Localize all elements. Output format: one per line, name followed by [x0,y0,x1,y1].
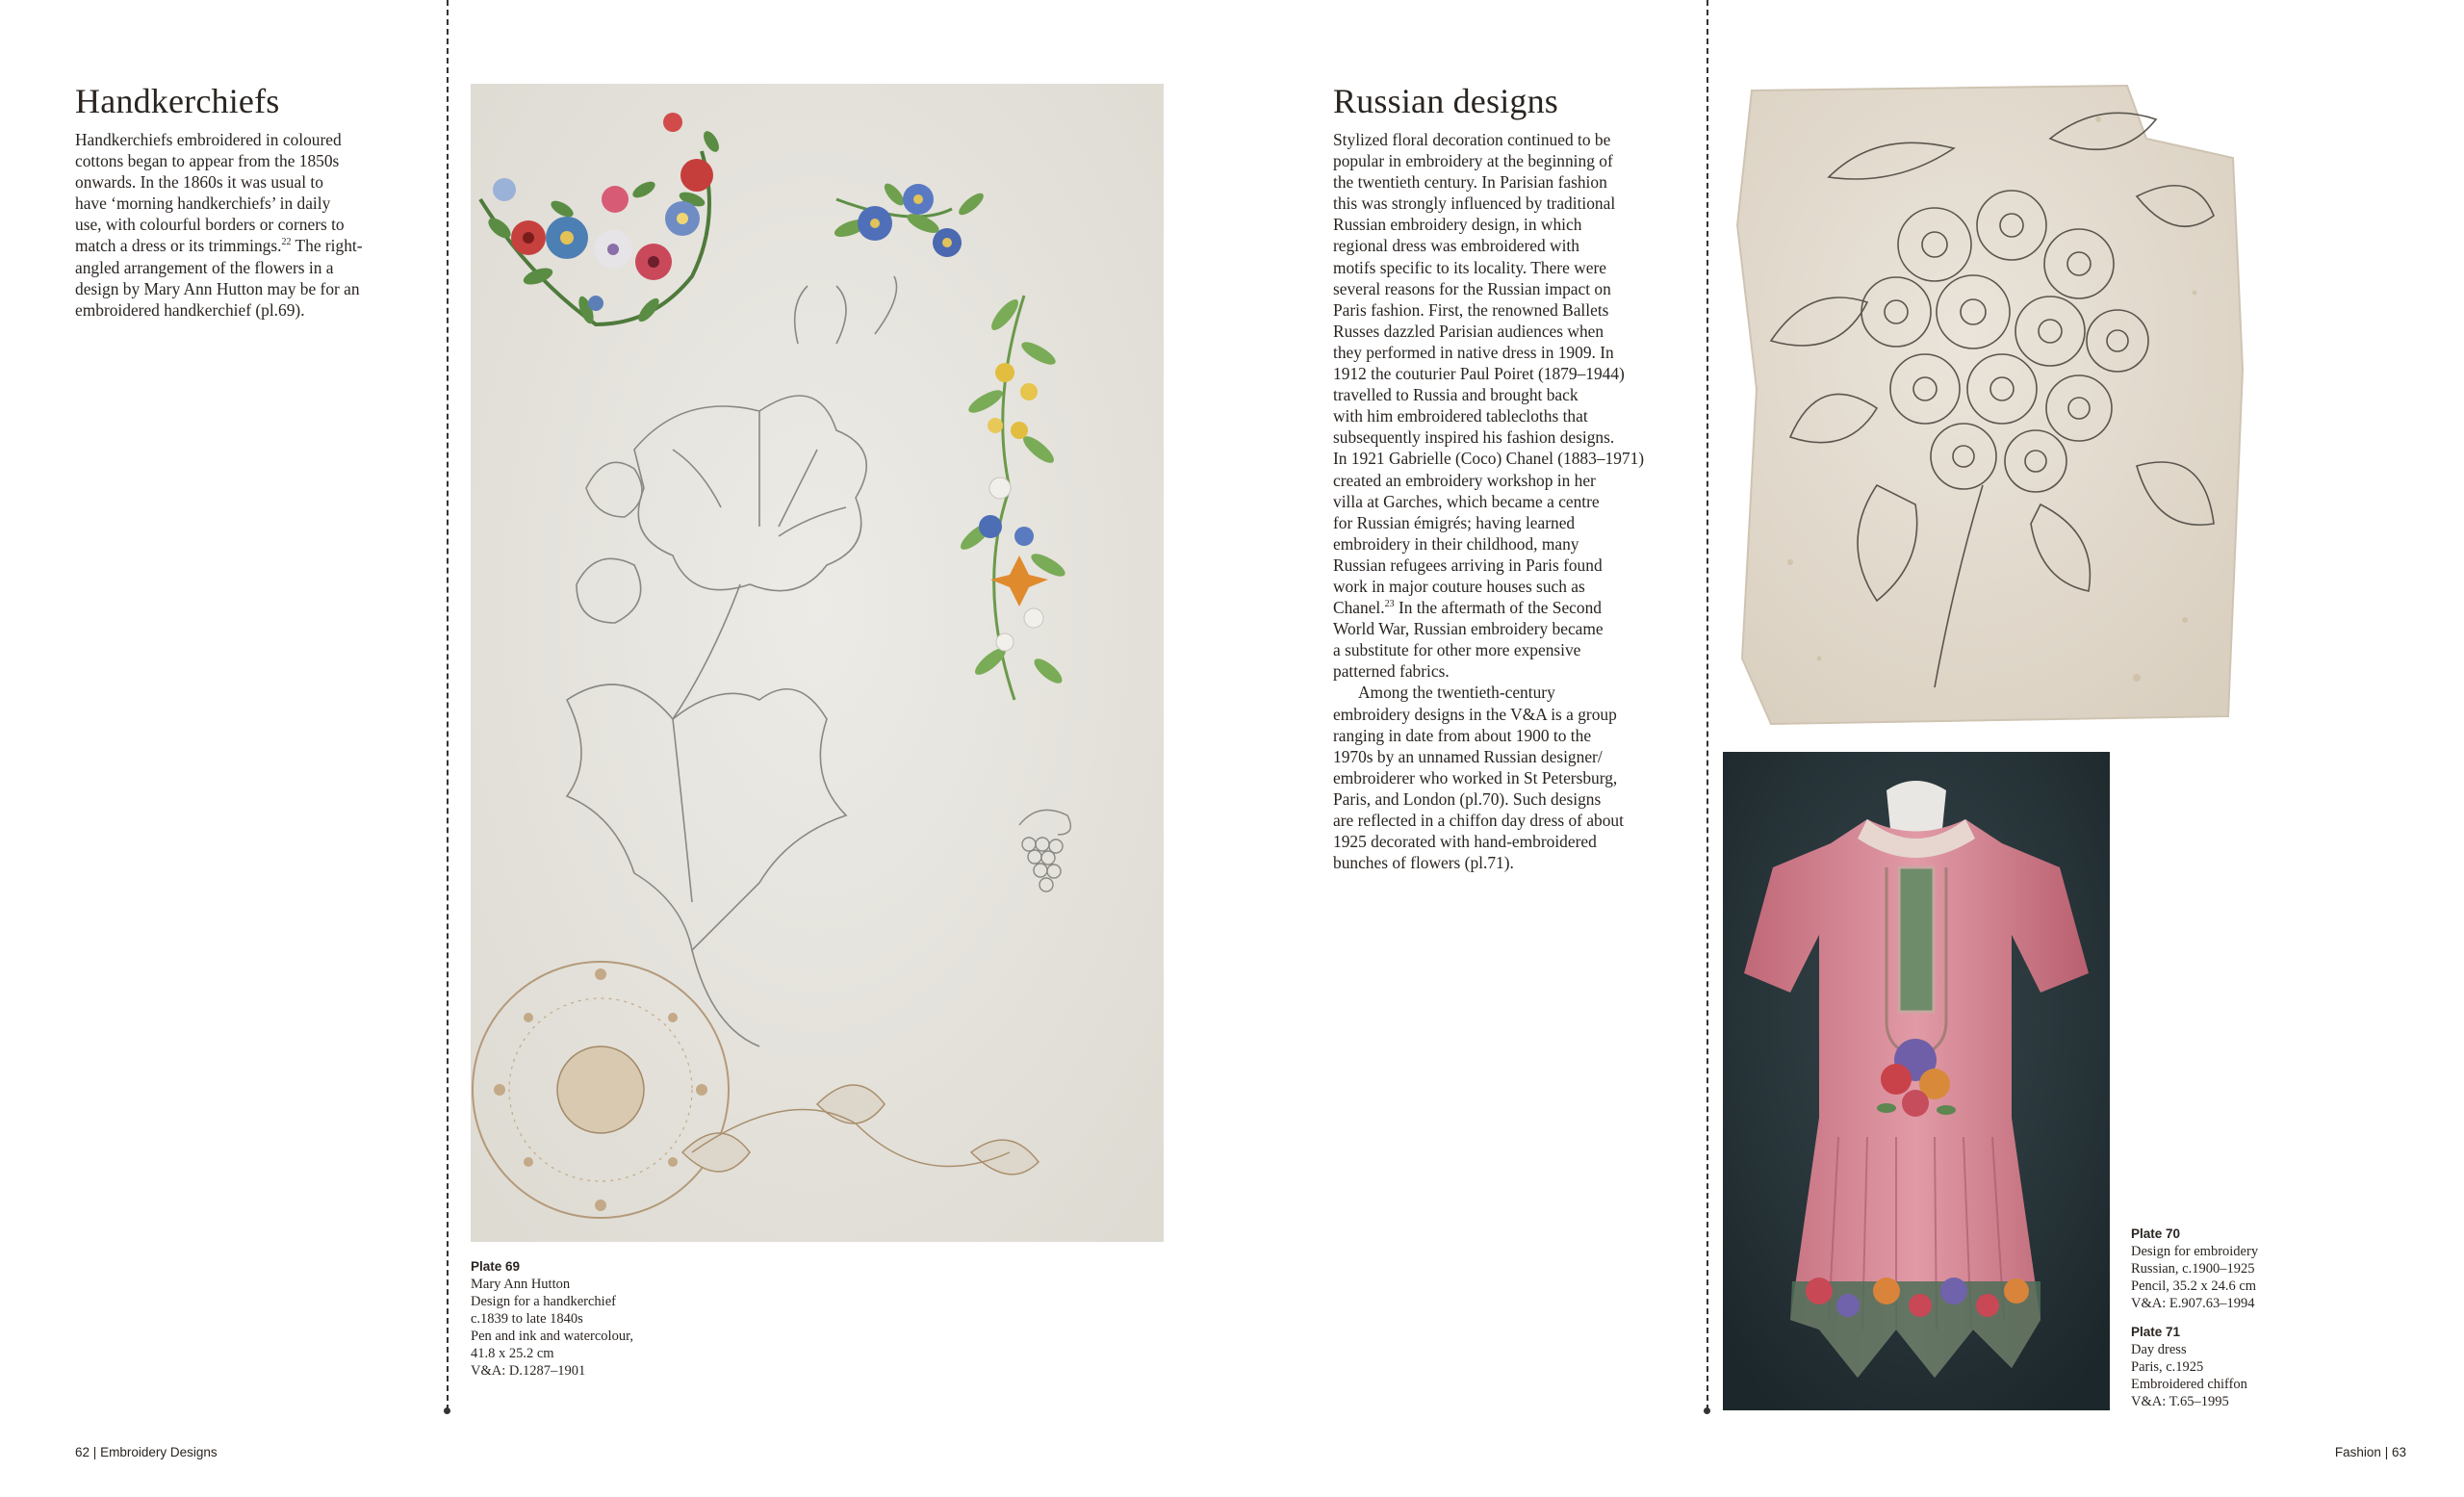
caption-line: Pencil, 35.2 x 24.6 cm [2131,1278,2257,1294]
running-title: Embroidery Designs [100,1445,218,1459]
russian-designs-heading: Russian designs [1333,82,1559,120]
body-line: bunches of flowers (pl.71). [1333,853,1514,873]
body-line: Paris fashion. First, the renowned Ballets [1333,299,1609,320]
plate-71-day-dress-image [1723,752,2110,1410]
body-line: angled arrangement of the flowers in a [75,257,334,277]
caption-line: V&A: T.65–1995 [2131,1394,2229,1409]
body-line: this was strongly influenced by traditional [1333,194,1616,214]
footnote-ref: 22 [281,237,292,248]
body-line: Paris, and London (pl.70). Such designs [1333,788,1602,809]
russian-designs-body [1333,129,1704,873]
body-line: have ‘morning handkerchiefs’ in daily [75,194,331,214]
body-line: Russian embroidery design, in which [1333,215,1582,235]
handkerchief-design-illustration [471,84,1164,1242]
body-line: World War, Russian embroidery became [1333,619,1604,639]
body-line: villa at Garches, which became a centre [1333,491,1600,511]
caption-gap [2131,1312,2420,1324]
body-line: cottons began to appear from the 1850s [75,151,340,171]
body-line: 1912 the couturier Paul Poiret (1879–1944) [1333,364,1625,384]
plate-label: Plate 70 [2131,1226,2181,1241]
body-line: the twentieth century. In Parisian fashion [1333,172,1607,193]
body-line: for Russian émigrés; having learned [1333,512,1576,532]
body-line: design by Mary Ann Hutton may be for an [75,278,360,298]
caption-line: Paris, c.1925 [2131,1359,2204,1375]
plate-label: Plate 71 [2131,1325,2181,1339]
caption-line: Pen and ink and watercolour, [471,1329,633,1344]
body-line-text: The right- [291,236,363,256]
body-line: ranging in date from about 1900 to the [1333,725,1592,745]
body-line: regional dress was embroidered with [1333,236,1579,256]
body-line-text: match a dress or its trimmings. [75,236,282,256]
body-line: travelled to Russia and brought back [1333,385,1578,405]
body-line: Handkerchiefs embroidered in coloured [75,130,342,149]
handkerchiefs-body [75,129,441,321]
body-line: a substitute for other more expensive [1333,640,1581,660]
body-line: several reasons for the Russian impact on [1333,278,1611,298]
body-line: embroidered handkerchief (pl.69). [75,299,305,320]
body-line: onwards. In the 1860s it was usual to [75,172,323,193]
body-line: work in major couture houses such as [1333,576,1585,596]
body-line: Stylized floral decoration continued to be [1333,130,1611,149]
footnote-ref: 23 [1384,599,1395,610]
body-line: 1925 decorated with hand-embroidered [1333,832,1597,852]
caption-line: c.1839 to late 1840s [471,1311,583,1327]
plate-70-caption [2131,1226,2420,1410]
plate-70-embroidery-design-image [1732,81,2252,726]
body-line: they performed in native dress in 1909. In [1333,342,1614,362]
pink-chiffon-dress-photo [1723,752,2110,1410]
caption-line: Day dress [2131,1342,2187,1357]
body-line: patterned fabrics. [1333,661,1450,682]
plate-label: Plate 69 [471,1259,521,1274]
caption-line: Design for a handkerchief [471,1294,616,1309]
running-title: Fashion [2334,1445,2381,1459]
body-line: embroidery in their childhood, many [1333,533,1579,554]
body-line [75,235,441,256]
body-line-text: In the aftermath of the Second [1394,598,1602,618]
pencil-bouquet-drawing [1732,81,2252,726]
folio-divider: | [92,1445,101,1459]
page-number: 63 [2391,1445,2406,1459]
body-line: use, with colourful borders or corners to [75,215,345,235]
caption-line: V&A: E.907.63–1994 [2131,1296,2255,1311]
body-line: created an embroidery workshop in her [1333,470,1596,490]
left-folio [75,1445,218,1459]
caption-line: Design for embroidery [2131,1244,2259,1259]
plate-69-handkerchief-design-image [471,84,1164,1242]
body-line: with him embroidered tablecloths that [1333,406,1588,426]
body-line [1333,597,1704,618]
body-line: popular in embroidery at the beginning of [1333,151,1613,171]
left-dashed-rule [447,0,449,1410]
page-number: 62 [75,1445,90,1459]
body-line: embroidery designs in the V&A is a group [1333,704,1617,724]
body-line: embroiderer who worked in St Petersburg, [1333,767,1618,787]
caption-line: Embroidered chiffon [2131,1377,2247,1392]
right-folio [2335,1445,2406,1459]
handkerchiefs-heading: Handkerchiefs [75,82,280,120]
caption-line: Mary Ann Hutton [471,1277,571,1292]
right-rule-end-dot [1704,1407,1710,1414]
folio-divider: | [2384,1445,2392,1459]
body-line: 1970s by an unnamed Russian designer/ [1333,746,1603,766]
body-line: Russian refugees arriving in Paris found [1333,555,1603,575]
body-line: are reflected in a chiffon day dress of about [1333,811,1624,830]
left-rule-end-dot [444,1407,450,1414]
body-line: Russes dazzled Parisian audiences when [1333,321,1604,341]
body-line: motifs specific to its locality. There were [1333,257,1606,277]
plate-69-caption [471,1258,759,1380]
caption-line: V&A: D.1287–1901 [471,1363,586,1379]
body-line: In 1921 Gabrielle (Coco) Chanel (1883–1971) [1333,449,1645,469]
caption-line: Russian, c.1900–1925 [2131,1261,2255,1277]
right-dashed-rule [1707,0,1708,1410]
body-line-text: Chanel. [1333,598,1385,618]
body-line: subsequently inspired his fashion designs. [1333,427,1615,448]
body-line: Among the twentieth-century [1358,683,1555,703]
caption-line: 41.8 x 25.2 cm [471,1346,554,1361]
